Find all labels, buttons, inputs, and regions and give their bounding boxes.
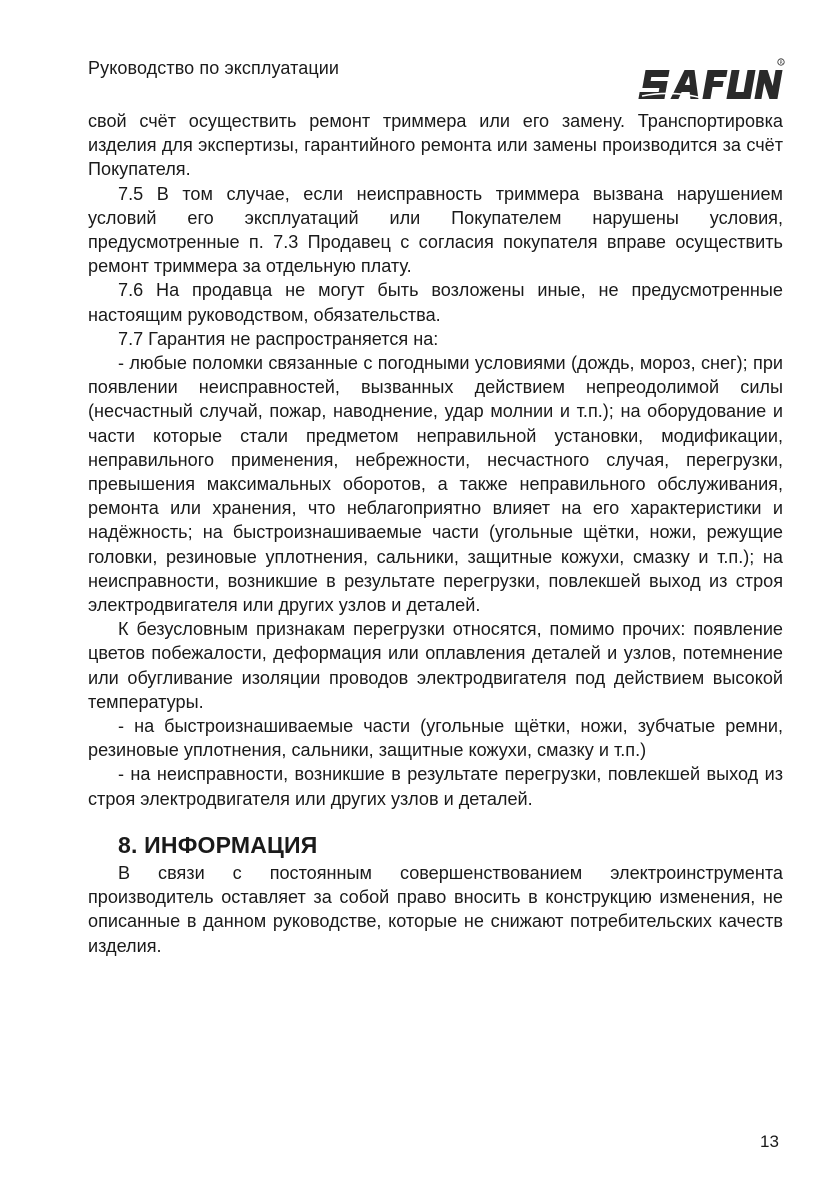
page-header-title: Руководство по эксплуатации: [88, 58, 340, 78]
svg-text:R: R: [779, 61, 783, 66]
brand-logo: [634, 56, 786, 106]
paragraph-overload-signs: К безусловным признакам перегрузки относятся, помимо прочих: появление цветов побежалости, деформация или оплавления деталей и узлов, потемнение или обугливание изоляции проводов электродвигателя под действием высокой температуры.: [88, 619, 783, 712]
paragraph-7-5: 7.5 В том случае, если неисправность триммера вызвана нарушением условий его эксплуатаций или Покупателем нарушены условия, предусмотренные п. 7.3 Продавец с согласия покупателя вправе осуществить ремонт триммера за отдельную плату.: [88, 183, 783, 277]
page-body: [88, 109, 783, 958]
paragraph-overload-faults: - на неисправности, возникшие в результате перегрузки, повлекшей выход из строя электродвигателя или других узлов и деталей.: [88, 764, 783, 809]
paragraph-wear-parts: - на быстроизнашиваемые части (угольные щётки, ножи, зубчатые ремни, резиновые уплотнения, сальники, защитные кожухи, смазку и т.п.): [88, 716, 783, 761]
paragraph-exclusions: - любые поломки связанные с погодными условиями (дождь, мороз, снег); при появлении неисправностей, вызванных действием непреодолимой силы (несчастный случай, пожар, наводнение, удар молнии и т.п.); на оборудование и части которые стали предметом неправильной установки, модификации, неправильного применения, небрежности, несчастного случая, перегрузки, превышения максимальных оборотов, а также неправильного обслуживания, ремонта или хранения, что неблагоприятно влияет на его характеристики и надёжность; на быстроизнашиваемые части (угольные щётки, ножи, режущие головки, резиновые уплотнения, сальники, защитные кожухи, смазку и т.п.); на неисправности, возникшие в результате перегрузки, повлекшей выход из строя электродвигателя или других узлов и деталей.: [88, 353, 783, 616]
paragraph-information: В связи с постоянным совершенствованием электроинструмента производитель оставляет за собой право вносить в конструкцию изменения, не описанные в данном руководстве, которые не снижают потребительских качеств изделия.: [88, 862, 783, 956]
section-heading: 8. ИНФОРМАЦИЯ: [118, 831, 318, 858]
paragraph-7-7: 7.7 Гарантия не распространяется на:: [118, 328, 439, 349]
paragraph-7-6: 7.6 На продавца не могут быть возложены иные, не предусмотренные настоящим руководством, обязательства.: [88, 280, 783, 325]
page-number: 13: [760, 1132, 779, 1151]
paragraph-continuation: свой счёт осуществить ремонт триммера или его замену. Транспортировка изделия для экспертизы, гарантийного ремонта или замены производится за счёт Покупателя.: [88, 111, 783, 180]
